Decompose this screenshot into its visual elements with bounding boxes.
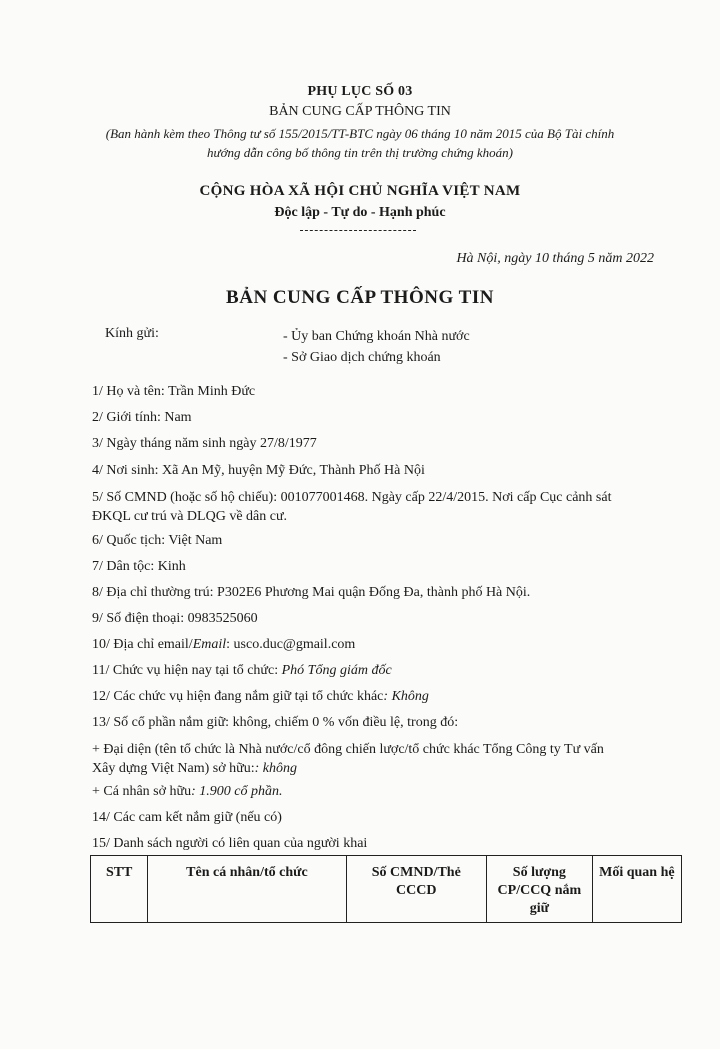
field-representative-shares: + Đại diện (tên tổ chức là Nhà nước/cổ đông chiến lược/tổ chức khác Tổng Công ty Tư vấn Xây dựng Việt Nam) sở hữu:: không bbox=[92, 742, 604, 776]
table-header-row bbox=[91, 856, 682, 923]
field-birth-date: 3/ Ngày tháng năm sinh ngày 27/8/1977 bbox=[92, 436, 317, 451]
recipient-label: Kính gửi: bbox=[105, 326, 159, 341]
field-email: 10/ Địa chỉ email/Email: usco.duc@gmail.com bbox=[92, 637, 356, 652]
column-header-stt: STT bbox=[91, 856, 148, 923]
national-motto: Độc lập - Tự do - Hạnh phúc bbox=[274, 205, 446, 220]
document-title: BẢN CUNG CẤP THÔNG TIN bbox=[226, 287, 494, 308]
field-gender: 2/ Giới tính: Nam bbox=[92, 410, 192, 425]
field-ethnicity: 7/ Dân tộc: Kinh bbox=[92, 559, 186, 574]
field-commitments: 14/ Các cam kết nắm giữ (nếu có) bbox=[92, 810, 282, 825]
recipient-item: - Sở Giao dịch chứng khoán bbox=[283, 350, 441, 365]
annex-note: (Ban hành kèm theo Thông tư số 155/2015/TT-BTC ngày 06 tháng 10 năm 2015 của Bộ Tài chính hướng dẫn công bố thông tin trên thị trường chứng khoán) bbox=[105, 126, 615, 160]
field-related-persons: 15/ Danh sách người có liên quan của người khai bbox=[92, 836, 368, 851]
related-persons-table bbox=[90, 855, 682, 923]
field-address: 8/ Địa chỉ thường trú: P302E6 Phương Mai quận Đống Đa, thành phố Hà Nội. bbox=[92, 585, 531, 600]
field-nationality: 6/ Quốc tịch: Việt Nam bbox=[92, 533, 223, 548]
annex-subtitle: BẢN CUNG CẤP THÔNG TIN bbox=[269, 104, 451, 119]
field-phone: 9/ Số điện thoại: 0983525060 bbox=[92, 611, 258, 626]
field-current-position: 11/ Chức vụ hiện nay tại tổ chức: Phó Tổng giám đốc bbox=[92, 663, 392, 678]
motto-divider bbox=[300, 230, 416, 231]
column-header-shares: Số lượng CP/CCQ nắm giữ bbox=[486, 856, 592, 923]
column-header-id: Số CMND/Thẻ CCCD bbox=[346, 856, 486, 923]
column-header-name: Tên cá nhân/tổ chức bbox=[148, 856, 346, 923]
field-other-positions: 12/ Các chức vụ hiện đang nắm giữ tại tổ chức khác: Không bbox=[92, 689, 429, 704]
field-birth-place: 4/ Nơi sinh: Xã An Mỹ, huyện Mỹ Đức, Thành Phố Hà Nội bbox=[92, 463, 425, 478]
date-line: Hà Nội, ngày 10 tháng 5 năm 2022 bbox=[456, 251, 654, 266]
field-personal-shares: + Cá nhân sở hữu: 1.900 cổ phần. bbox=[92, 784, 283, 799]
national-title: CỘNG HÒA XÃ HỘI CHỦ NGHĨA VIỆT NAM bbox=[199, 183, 521, 199]
column-header-relationship: Mối quan hệ bbox=[592, 856, 681, 923]
recipient-item: - Ủy ban Chứng khoán Nhà nước bbox=[283, 329, 470, 344]
field-id-number: 5/ Số CMND (hoặc số hộ chiếu): 001077001468. Ngày cấp 22/4/2015. Nơi cấp Cục cảnh sát ĐKQL cư trú và DLQG về dân cư. bbox=[92, 490, 612, 524]
annex-title: PHỤ LỤC SỐ 03 bbox=[307, 84, 413, 99]
field-shares-held: 13/ Số cổ phần nắm giữ: không, chiếm 0 % vốn điều lệ, trong đó: bbox=[92, 715, 459, 730]
recipient-list bbox=[283, 326, 470, 368]
field-full-name: 1/ Họ và tên: Trần Minh Đức bbox=[92, 384, 256, 399]
